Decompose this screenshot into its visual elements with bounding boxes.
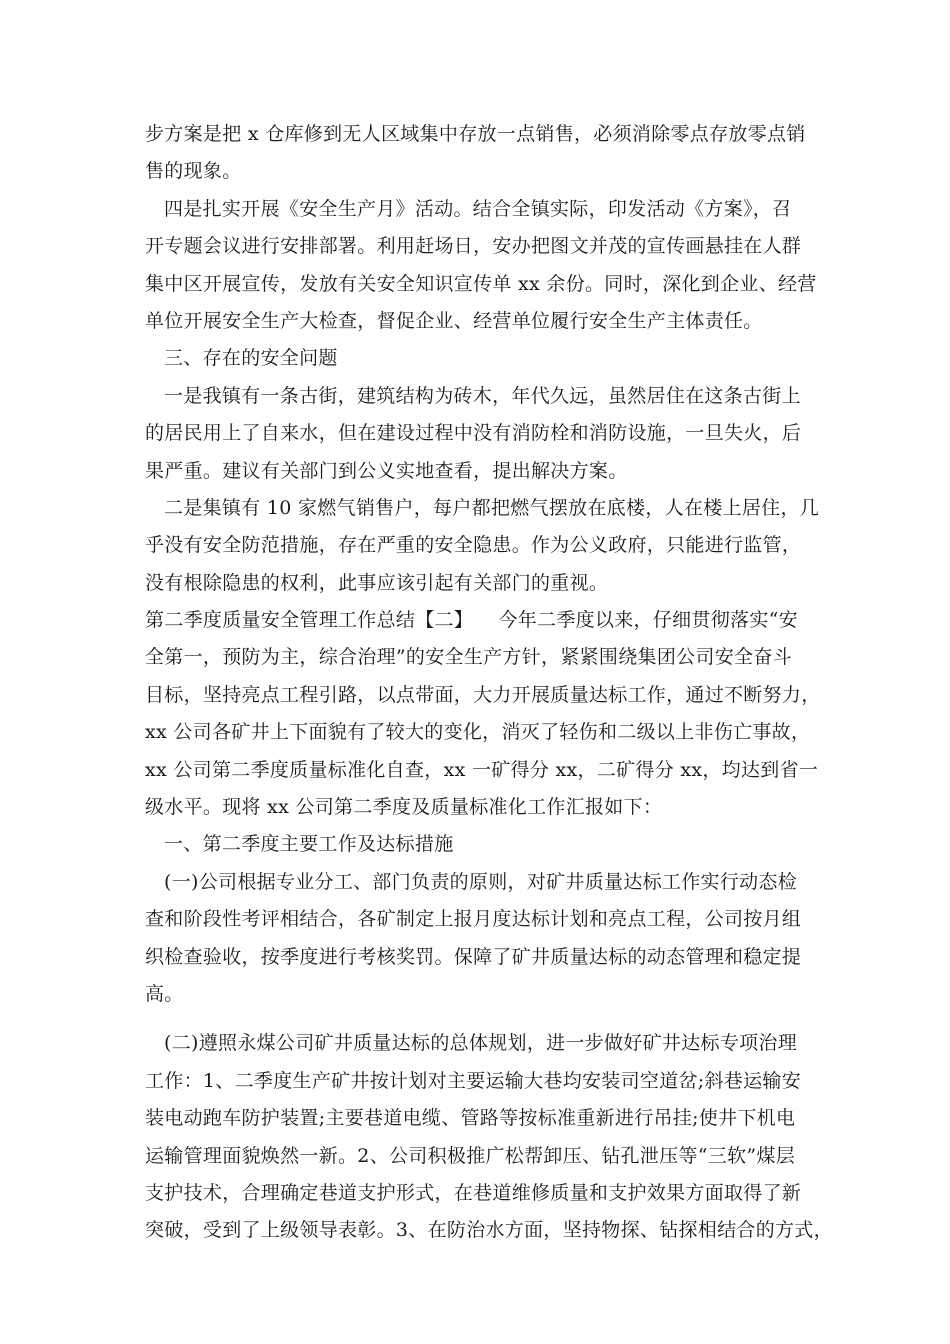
text-line: 的居民用上了自来水，但在建设过程中没有消防栓和消防设施，一旦失火，后 [145,422,802,445]
text-line: 级水平。现将 xx 公司第二季度及质量标准化工作汇报如下： [145,796,663,819]
paragraph-start-line: 一是我镇有一条古街，建筑结构为砖木，年代久远，虽然居住在这条古街上 [164,384,801,407]
text-line: 集中区开展宣传，发放有关安全知识宣传单 xx 余份。同时，深化到企业、经营 [145,272,817,295]
text-line: xx 公司第二季度质量标准化自查，xx 一矿得分 xx，二矿得分 xx，均达到省一 [145,758,819,781]
document-body [145,116,833,1250]
section-heading: 三、存在的安全问题 [164,347,338,370]
text-line: xx 公司各矿井上下面貌有了较大的变化，消灭了轻伤和二级以上非伤亡事故， [145,721,811,744]
text-line: 装电动跑车防护装置;主要巷道电缆、管路等按标准重新进行吊挂;使井下机电 [145,1107,796,1130]
text-line: 运输管理面貌焕然一新。2、公司积极推广松帮卸压、钻孔泄压等“三软”煤层 [145,1144,796,1167]
paragraph-gap [145,1013,817,1025]
text-line: 高。 [145,982,184,1005]
paragraph-start-line: (二)遵照永煤公司矿井质量达标的总体规划，进一步做好矿井达标专项治理 [164,1032,798,1055]
article-title-line: 第二季度质量安全管理工作总结【二】 今年二季度以来，仔细贯彻落实“安 [145,609,798,632]
text-line: 支护技术，合理确定巷道支护形式，在巷道维修质量和支护效果方面取得了新 [145,1181,802,1204]
section-heading: 一、第二季度主要工作及达标措施 [164,833,454,856]
text-line: 售的现象。 [145,160,242,183]
text-line: 查和阶段性考评相结合，各矿制定上报月度达标计划和亮点工程，公司按月组 [145,908,802,931]
text-line: 织检查验收，按季度进行考核奖罚。保障了矿井质量达标的动态管理和稳定提 [145,945,802,968]
text-line: 目标，坚持亮点工程引路，以点带面，大力开展质量达标工作，通过不断努力， [145,683,821,706]
text-line: 突破，受到了上级领导表彰。3、在防治水方面，坚持物探、钻探相结合的方式， [145,1219,833,1242]
text-line: 工作：1、二季度生产矿井按计划对主要运输大巷均安装司空道岔;斜巷运输安 [145,1069,801,1092]
paragraph-start-line: (一)公司根据专业分工、部门负责的原则，对矿井质量达标工作实行动态检 [164,870,798,893]
text-line: 开专题会议进行安排部署。利用赶场日，安办把图文并茂的宣传画悬挂在人群 [145,235,802,258]
text-line: 果严重。建议有关部门到公义实地查看，提出解决方案。 [145,459,628,482]
paragraph-start-line: 四是扎实开展《安全生产月》活动。结合全镇实际，印发活动《方案》，召 [164,197,792,220]
text-line: 全第一，预防为主，综合治理”的安全生产方针，紧紧围绕集团公司安全奋斗 [145,646,792,669]
paragraph-start-line: 二是集镇有 10 家燃气销售户，每户都把燃气摆放在底楼，人在楼上居住，几 [164,496,820,519]
text-line: 乎没有安全防范措施，存在严重的安全隐患。作为公义政府，只能进行监管， [145,534,802,557]
text-line: 没有根除隐患的权利，此事应该引起有关部门的重视。 [145,571,609,594]
text-line: 步方案是把 x 仓库修到无人区域集中存放一点销售，必须消除零点存放零点销 [145,123,806,145]
text-line: 单位开展安全生产大检查，督促企业、经营单位履行安全生产主体责任。 [145,309,763,332]
